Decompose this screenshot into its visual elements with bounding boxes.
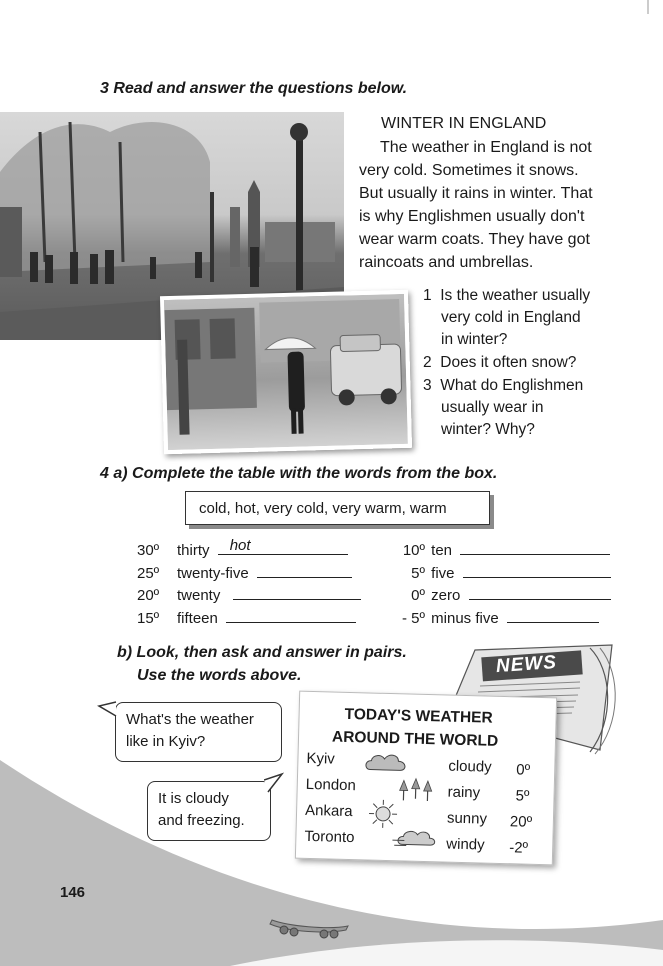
- answer-blank[interactable]: [257, 562, 352, 578]
- table-row: [385, 562, 611, 584]
- temp-word: twenty: [177, 587, 221, 604]
- newspaper-title: NEWS: [495, 651, 558, 678]
- question-line: Does it often snow?: [440, 354, 577, 371]
- question-3: [423, 375, 583, 441]
- city-name: London: [305, 775, 357, 795]
- bubble-line: It is cloudy: [158, 790, 229, 807]
- question-2: [423, 352, 576, 374]
- word-box: [185, 491, 490, 525]
- weather-condition: rainy: [447, 783, 481, 802]
- weather-temp: 0º: [516, 761, 531, 779]
- weather-condition: cloudy: [448, 757, 492, 776]
- page-number: 146: [60, 884, 86, 901]
- weather-condition: windy: [446, 835, 485, 854]
- temp-value: 10º: [402, 542, 425, 559]
- bubble-line: like in Kyiv?: [126, 733, 206, 750]
- bubble-tail: [97, 698, 121, 720]
- article-line: very cold. Sometimes it snows.: [359, 162, 579, 179]
- weather-temp: 20º: [509, 813, 533, 831]
- article-title: WINTER IN ENGLAND: [381, 115, 547, 132]
- city-name: Ankara: [304, 801, 353, 821]
- question-line: winter? Why?: [441, 421, 535, 438]
- question-number: 2: [423, 354, 432, 371]
- temp-word: ten: [431, 542, 453, 559]
- article-line: is why Englishmen usually don't: [359, 208, 585, 225]
- rain-icon: [395, 776, 440, 805]
- weather-card-title: TODAY'S WEATHER: [344, 705, 493, 727]
- table-row: [385, 539, 610, 561]
- question-line: Is the weather usually: [440, 287, 591, 304]
- article-line: But usually it rains in winter. That: [359, 185, 593, 202]
- article-line: raincoats and umbrellas.: [359, 254, 534, 271]
- bubble-line: What's the weather: [126, 711, 254, 728]
- answer-text: hot: [229, 537, 251, 554]
- table-row: [137, 607, 356, 629]
- bubble-line: and freezing.: [158, 812, 245, 829]
- table-row: [137, 562, 352, 584]
- exercise-4b-subheading: Use the words above.: [137, 667, 302, 684]
- cloud-icon: [364, 751, 409, 774]
- city-name: Toronto: [304, 827, 355, 847]
- answer-blank[interactable]: [507, 607, 599, 623]
- temp-value: 20º: [137, 587, 160, 604]
- exercise-4a-heading: 4 a) Complete the table with the words from the box.: [100, 465, 498, 482]
- answer-blank[interactable]: [463, 562, 611, 578]
- temp-word: twenty-five: [177, 565, 249, 582]
- question-number: 1: [423, 287, 432, 304]
- weather-temp: -2º: [508, 839, 529, 857]
- speech-bubble-answer: [147, 781, 271, 841]
- temp-value: 25º: [137, 565, 160, 582]
- question-line: usually wear in: [441, 399, 544, 416]
- temp-word: zero: [431, 587, 461, 604]
- table-row: [137, 584, 361, 606]
- table-row: [137, 539, 348, 561]
- answer-blank[interactable]: [469, 584, 611, 600]
- question-line: in winter?: [441, 331, 508, 348]
- city-name: Kyiv: [306, 749, 336, 768]
- exercise-3-heading: 3 Read and answer the questions below.: [100, 80, 408, 97]
- question-number: 3: [423, 377, 432, 394]
- temp-value: 30º: [137, 542, 160, 559]
- table-row: [385, 584, 611, 606]
- temp-value: 5º: [411, 565, 425, 582]
- temp-word: thirty: [177, 542, 210, 559]
- weather-card-subtitle: AROUND THE WORLD: [331, 728, 499, 750]
- speech-bubble-question: [115, 702, 282, 762]
- temp-word: minus five: [431, 610, 499, 627]
- question-line: very cold in England: [441, 309, 581, 326]
- question-line: What do Englishmen: [440, 377, 584, 394]
- rainy-street-photo: [160, 290, 412, 454]
- weather-condition: sunny: [446, 809, 488, 828]
- temp-value: 15º: [137, 610, 160, 627]
- article-line: The weather in England is not: [380, 139, 592, 156]
- article-line: wear warm coats. They have got: [359, 231, 590, 248]
- word-box-text: cold, hot, very cold, very warm, warm: [199, 500, 447, 517]
- skateboard-icon: [268, 912, 352, 942]
- temp-word: fifteen: [177, 610, 218, 627]
- bubble-tail: [264, 772, 286, 796]
- answer-blank[interactable]: [226, 607, 356, 623]
- answer-blank[interactable]: [233, 584, 361, 600]
- wind-icon: [392, 826, 439, 851]
- temp-value: - 5º: [402, 610, 425, 627]
- temp-value: 0º: [411, 587, 425, 604]
- answer-blank[interactable]: [218, 539, 348, 555]
- question-1: [423, 285, 590, 351]
- temp-word: five: [431, 565, 455, 582]
- table-row: [385, 607, 599, 629]
- weather-temp: 5º: [515, 787, 530, 805]
- exercise-4b-heading: b) Look, then ask and answer in pairs.: [117, 644, 407, 661]
- weather-card: [295, 691, 557, 866]
- answer-blank[interactable]: [460, 539, 610, 555]
